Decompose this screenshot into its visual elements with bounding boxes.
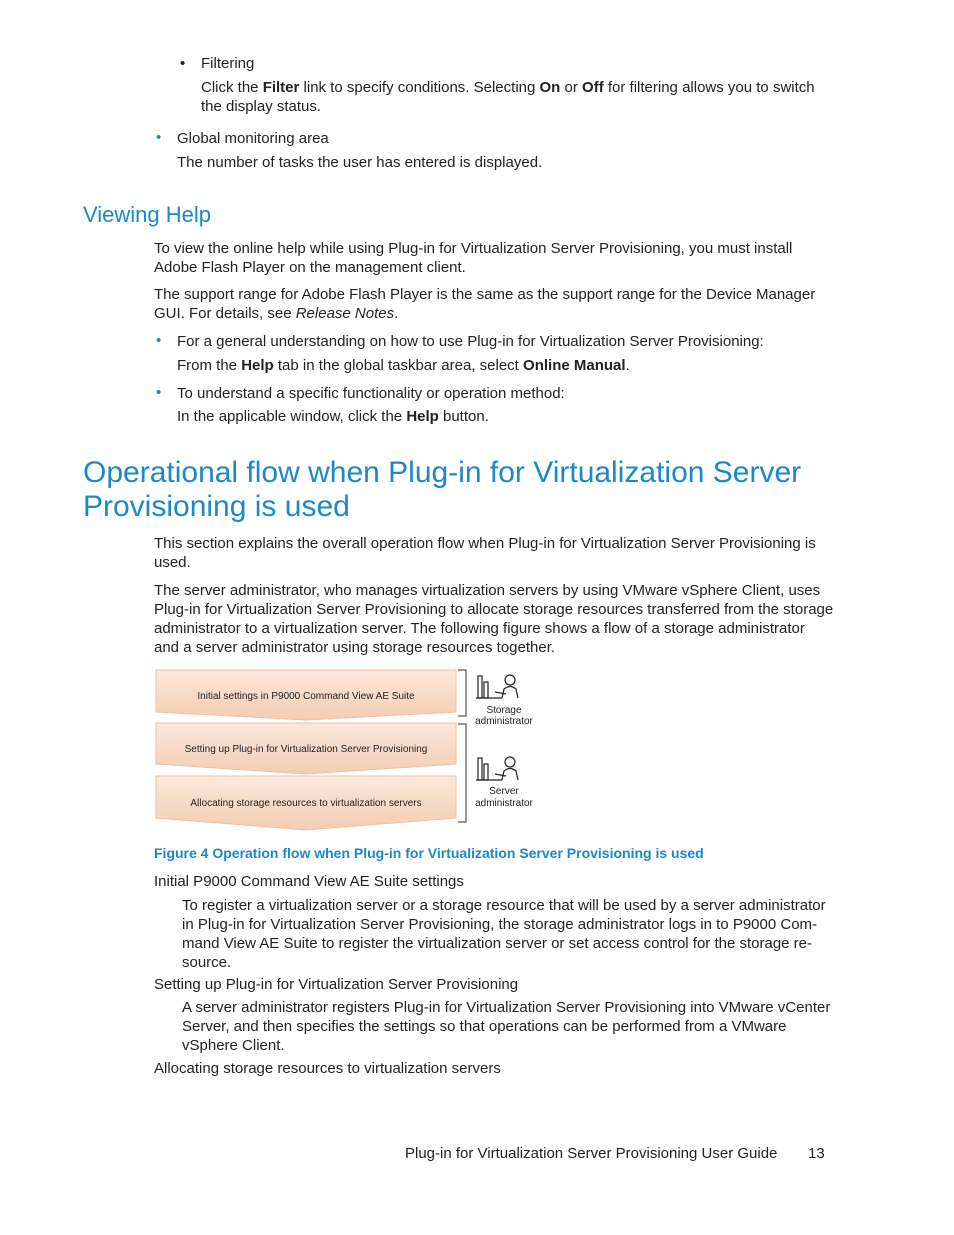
help-bullet2: To understand a specific functionality or operation method:: [177, 385, 565, 402]
footer-title: Plug-in for Virtualization Server Provisioning User Guide: [405, 1145, 778, 1162]
server-admin-label-2: administrator: [475, 798, 533, 809]
storage-admin-bracket: [458, 670, 466, 716]
viewing-help-heading: Viewing Help: [83, 202, 212, 227]
server-administrator-icon: [476, 757, 518, 780]
definition-desc: To register a virtualization server or a storage resource that will be used by a server administrator in Plug-in for Virtualization Server Provisioning, the storage administrator logs in to P9000 Com-mand View AE Suite to register the virtualization server or set access control for the storage re-source.: [182, 897, 826, 971]
operational-flow-para1: This section explains the overall operation flow when Plug-in for Virtualization Server Provisioning is used.: [154, 535, 816, 571]
bullet-dot: •: [156, 129, 162, 146]
storage-admin-label-2: administrator: [475, 716, 533, 727]
bullet-dot: •: [180, 55, 186, 72]
help-bullet1: For a general understanding on how to use Plug-in for Virtualization Server Provisioning:: [177, 333, 764, 350]
filtering-label: Filtering: [201, 55, 255, 72]
definition-term: Allocating storage resources to virtualization servers: [154, 1060, 501, 1077]
flow-step-1-label: Initial settings in P9000 Command View AE Suite: [197, 691, 415, 702]
definition-desc: A server administrator registers Plug-in for Virtualization Server Provisioning into VMware vCenter Server, and then specifies the settings so that operations can be performed from a VMware vSphere Client.: [182, 999, 831, 1054]
viewing-help-para1: To view the online help while using Plug-in for Virtualization Server Provisioning, you must install Adobe Flash Player on the management client.: [154, 240, 793, 276]
definition-term: Initial P9000 Command View AE Suite settings: [154, 873, 464, 890]
filtering-desc: Click the Filter link to specify conditions. Selecting On or Off for filtering allows you to switch the display status.: [201, 79, 815, 115]
storage-administrator-icon: [476, 675, 518, 698]
help-bullet1-sub: From the Help tab in the global taskbar area, select Online Manual.: [177, 357, 630, 374]
viewing-help-para2: The support range for Adobe Flash Player is the same as the support range for the Device Manager GUI. For details, see Release Notes.: [154, 286, 816, 322]
server-admin-label-1: Server: [489, 786, 519, 797]
help-bullet2-sub: In the applicable window, click the Help button.: [177, 408, 489, 425]
global-monitoring-desc: The number of tasks the user has entered is displayed.: [177, 154, 543, 171]
global-monitoring-label: Global monitoring area: [177, 130, 329, 147]
flow-step-3-label: Allocating storage resources to virtualization servers: [190, 798, 422, 809]
bullet-dot: •: [156, 332, 162, 349]
operational-flow-heading-line1: Operational flow when Plug-in for Virtualization Server: [83, 456, 802, 489]
operation-flow-figure: [150, 664, 550, 836]
definition-term: Setting up Plug-in for Virtualization Server Provisioning: [154, 976, 519, 993]
storage-admin-label-1: Storage: [486, 705, 522, 716]
page-number: 13: [808, 1145, 825, 1162]
figure-caption: Figure 4 Operation flow when Plug-in for Virtualization Server Provisioning is used: [154, 845, 704, 861]
operational-flow-heading-line2: Provisioning is used: [83, 490, 350, 523]
flow-step-2-label: Setting up Plug-in for Virtualization Server Provisioning: [184, 744, 428, 755]
bullet-dot: •: [156, 384, 162, 401]
operational-flow-para2: The server administrator, who manages virtualization servers by using VMware vSphere Client, uses Plug-in for Virtualization Server Provisioning to allocate storage resources transferred from the storage administrator to a virtualization server. The following figure shows a flow of a storage administrator and a server administrator using storage resources together.: [154, 582, 834, 656]
server-admin-bracket: [458, 724, 466, 822]
